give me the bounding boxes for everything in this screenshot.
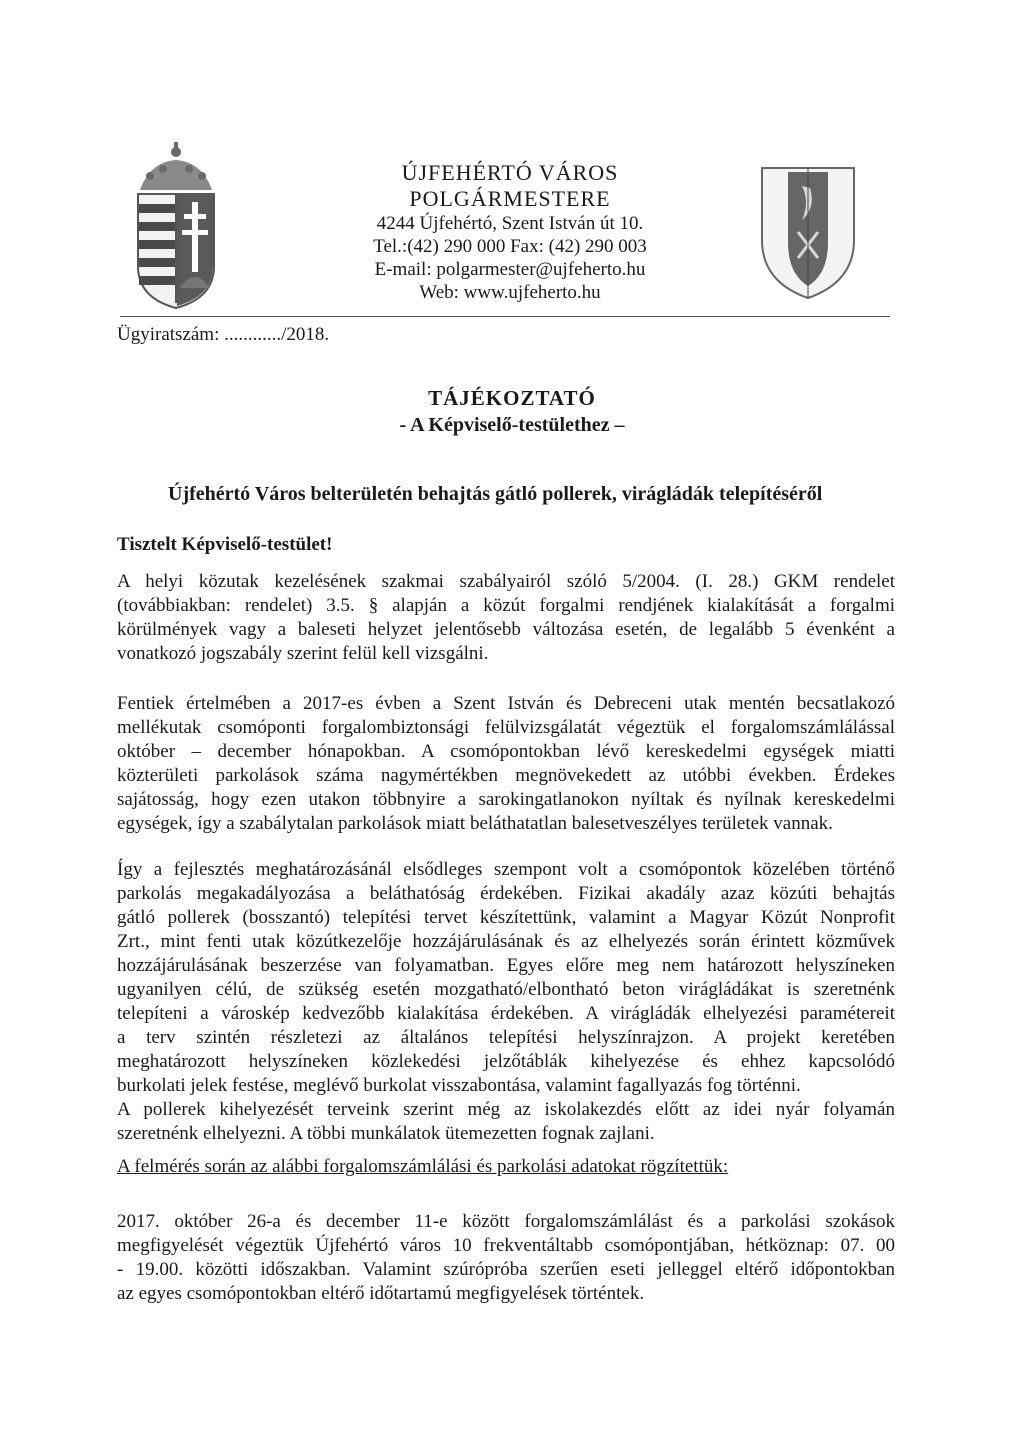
paragraph-development [117, 858, 895, 1146]
header-divider [120, 316, 890, 317]
city-coat-of-arms-logo [758, 162, 858, 302]
text-line: gátló pollerek (bosszantó) telepítési tervet készítettünk, valamint a Magyar Közút Nonprofit [117, 907, 895, 928]
text-line: meghatározott helyszíneken közlekedési jelzőtáblák kihelyezése és ehhez kapcsolódó [117, 1051, 895, 1072]
text-line: telepíteni a városkép kedvezőbb kialakítása érdekében. A virágládák elhelyezési paramétereit [117, 1003, 895, 1024]
text-line: Fentiek értelmében a 2017-es évben a Szent István és Debreceni utak mentén becsatlakozó [117, 693, 895, 714]
text-line: hozzájárulásának beszerzése van folyamatban. Egyes előre meg nem határozott helyszíneken [117, 955, 895, 976]
text-line: a terv szintén részletezi az általános telepítési helyszínrajzon. A projekt keretében [117, 1027, 895, 1048]
text-line: október – december hónapokban. A csomópontokban lévő kereskedelmi egységek miatti [117, 741, 895, 762]
web-line: Web: www.ujfeherto.hu [419, 282, 601, 303]
text-line: Így a fejlesztés meghatározásánál elsődleges szempont volt a csomópontok közelében történő [117, 859, 895, 880]
document-title: TÁJÉKOZTATÓ [428, 386, 596, 410]
paragraph-regulation [117, 570, 895, 666]
org-name: ÚJFEHÉRTÓ VÁROS [401, 160, 619, 185]
text-line: körülmények vagy a baleseti helyzet jelentősebb változása esetén, de legalább 5 évenként a [117, 619, 895, 640]
text-line: egységek, így a szabálytalan parkolások miatt beláthatatlan balesetveszélyes területek vannak. [117, 813, 833, 834]
document-subject: Újfehértó Város belterületén behajtás gátló pollerek, virágládák telepítéséről [168, 483, 823, 505]
salutation: Tisztelt Képviselő-testület! [117, 534, 333, 555]
org-office: POLGÁRMESTERE [409, 186, 611, 211]
text-line: parkolás megakadályozása a beláthatóság érdekében. Fizikai akadály azaz közúti behajtás [117, 883, 895, 904]
text-line: az egyes csomópontokban eltérő időtartamú megfigyelések történtek. [117, 1283, 645, 1304]
text-line: - 19.00. közötti időszakban. Valamint szúrópróba szerűen eseti jelleggel eltérő időpontokban [117, 1259, 895, 1280]
paragraph-data-collection [117, 1210, 895, 1306]
paragraph-survey [117, 692, 895, 836]
text-line: Zrt., mint fenti utak közútkezelője hozzájárulásának és az elhelyezés során érintett közművek [117, 931, 895, 952]
text-line: szeretnénk elhelyezni. A többi munkálatok ütemezetten fognak zajlani. [117, 1123, 655, 1144]
text-line: sajátosság, hogy ezen utakon többnyire a sarokingatlanokon nyíltak és nyílnak kereskedelmi [117, 789, 895, 810]
text-line: közterületi parkolások száma nagymértékben megnövekedett az utóbbi években. Érdekes [117, 765, 895, 786]
text-line: A pollerek kihelyezését terveink szerint még az iskolakezdés előtt az idei nyár folyamán [117, 1099, 895, 1120]
file-number: Ügyiratszám: ............/2018. [117, 324, 330, 345]
text-line: vonatkozó jogszabály szerint felül kell vizsgálni. [117, 643, 489, 664]
text-line: mellékutak csomóponti forgalombiztonsági felülvizsgálatát végeztük el forgalomszámlálással [117, 717, 895, 738]
phone-fax: Tel.:(42) 290 000 Fax: (42) 290 003 [373, 236, 647, 257]
hungarian-coat-of-arms-logo [130, 138, 222, 310]
text-line: megfigyelését végeztük Újfehértó város 10 frekventáltabb csomópontjában, hétköznap: 07. 00 [117, 1235, 895, 1256]
text-line: (továbbiakban: rendelet) 3.5. § alapján a közút forgalmi rendjének kialakítását a forgalmi [117, 595, 895, 616]
section-heading: A felmérés során az alábbi forgalomszámlálási és parkolási adatokat rögzítettük: [117, 1156, 729, 1177]
text-line: burkolati jelek festése, meglévő burkolat visszabontása, valamint fagallyazás fog történni. [117, 1075, 801, 1096]
letterhead [300, 160, 720, 304]
text-line: ugyanilyen célú, de szükség esetén mozgatható/elbontható beton virágládákat is szeretnénk [117, 979, 895, 1000]
document-subtitle: - A Képviselő-testülethez – [399, 414, 625, 436]
text-line: A helyi közutak kezelésének szakmai szabályairól szóló 5/2004. (I. 28.) GKM rendelet [117, 571, 895, 592]
email-line: E-mail: polgarmester@ujfeherto.hu [374, 259, 646, 280]
text-line: 2017. október 26-a és december 11-e között forgalomszámlálást és a parkolási szokások [117, 1211, 895, 1232]
address: 4244 Újfehértó, Szent István út 10. [376, 213, 644, 234]
